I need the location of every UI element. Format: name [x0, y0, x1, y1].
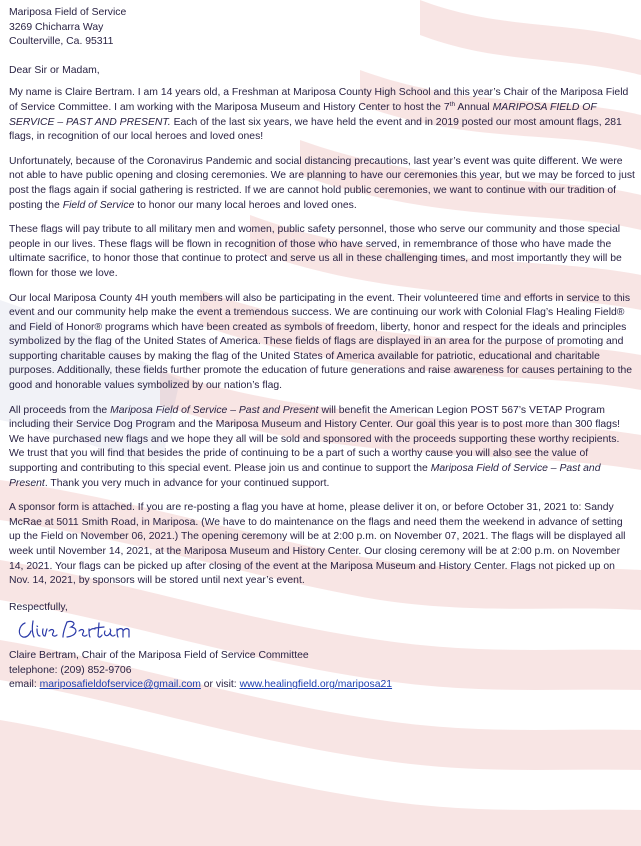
p1-text-c: Each of the last six years, we have held the event and in 2019 posted our most amount flags, 281 flags, in recognition of our local heroes and loved ones! [9, 116, 622, 143]
paragraph-proceeds [9, 404, 635, 492]
p1-superscript: th [449, 100, 456, 108]
signer-title: Claire Bertram, Chair of the Mariposa Field of Service Committee [9, 649, 309, 661]
p5-text-a: All proceeds from the [9, 404, 111, 416]
email-label: email: [9, 679, 40, 691]
paragraph-tribute: These flags will pay tribute to all military men and women, public safety personnel, those who serve our community and those special people in our lives. These flags will be flown in recognition of those who have served, in remembrance of those who have made the ultimate sacrifice, to honor those that continue to protect and serve us all in these challenging times, and most importantly they will be flown for those we love. [9, 224, 622, 279]
p5-event-name-1: Mariposa Field of Service – Past and Present [110, 404, 319, 416]
salutation: Dear Sir or Madam, [9, 64, 100, 76]
p1-text-b: Annual [455, 101, 493, 113]
letter-body [9, 6, 635, 693]
p5-text-c: . Thank you very much in advance for your continued support. [44, 477, 330, 489]
sender-city: Coulterville, Ca. 95311 [9, 36, 114, 48]
paragraph-sponsor-form: A sponsor form is attached. If you are re-posting a flag you have at home, please deliver it on, or before October 31, 2021 to: Sandy McRae at 5011 Smith Road, in Mariposa. (We have to do maintenance on the flags and need them the weekend in advance of setting up the Field on November 06, 2021.) The opening ceremony will be at 2:00 p.m. on November 07, 2021. The flags will be displayed all week until November 14, 2021, at the Mariposa Museum and History Center. Our closing ceremony will be at 2:00 p.m. on November 14, 2021. Your flags can be picked up after closing of the event at the Mariposa Museum and History Center. Flags not picked up on Nov. 14, 2021, by sponsors will be stored until next year’s event. [9, 502, 626, 587]
sender-name: Mariposa Field of Service [9, 7, 127, 18]
or-visit-label: or visit: [200, 679, 240, 691]
p2-field-of-service: Field of Service [62, 199, 135, 211]
website-link[interactable]: www.healingfield.org/mariposa21 [239, 679, 393, 691]
p2-text-a: Unfortunately, because of the Coronavirus Pandemic and social distancing precautions, last year’s event was quite different. We were not able to have public opening and closing ceremonies. We are planning to have our ceremonies this year, but we may be forced to just post the flags again if social gathering is restricted. If we are cannot hold public ceremonies, we want to continue with our tradition of posting the [9, 155, 635, 211]
telephone: telephone: (209) 852-9706 [9, 664, 132, 676]
p5-event-name-2: Mariposa Field of Service – Past and Present [9, 463, 601, 489]
p5-text-b: will benefit the American Legion POST 567’s VETAP Program including their Service Dog Program and the Mariposa Museum and History Center. Our goal this year is to post more than 300 flags! We have purchased new flags and we hope they all will be sold and sponsored with the proceeds supporting these worthy recipients. We trust that you will find that besides the pride of continuing to be a part of such a worthy cause you will also see the value of supporting and contributing to this special event. Please join us and continue to support the [9, 404, 621, 475]
paragraph-4h-youth: Our local Mariposa County 4H youth members will also be participating in the event. Their volunteered time and efforts in service to this event and our community help make the event a tremendous success. We are continuing our work with Colonial Flag’s Healing Field® and Field of Honor® programs which have been created as symbols of freedom, liberty, honor and respect for the ideals and principles symbolized by the flag of the United States of America. These fields of flags are displayed in an area for the purpose of promoting and supporting charitable causes by making the flag of the United States of America available for patriotic, educational and charitable purposes. Additionally, these fields further promote the education of future generations and raise awareness for causes pertaining to the good and honorable values symbolized by our nation’s flag. [9, 292, 633, 392]
p1-event-name: MARIPOSA FIELD OF SERVICE – PAST AND PRESENT. [9, 101, 597, 128]
handwritten-signature [15, 617, 135, 643]
closing: Respectfully, [9, 601, 68, 613]
paragraph-pandemic [9, 155, 635, 213]
p2-text-b: to honor our many local heroes and loved ones. [134, 199, 357, 211]
sender-street: 3269 Chicharra Way [9, 21, 104, 33]
email-link[interactable]: mariposafieldofservice@gmail.com [39, 679, 201, 691]
sender-address [9, 6, 635, 50]
paragraph-introduction [9, 86, 635, 144]
p1-text-a: My name is Claire Bertram. I am 14 years old, a Freshman at Mariposa County High School and this year’s Chair of the Mariposa Field of Service Committee. I am working with the Mariposa Museum and History Center to host the 7 [9, 87, 629, 113]
contact-line [9, 678, 635, 693]
